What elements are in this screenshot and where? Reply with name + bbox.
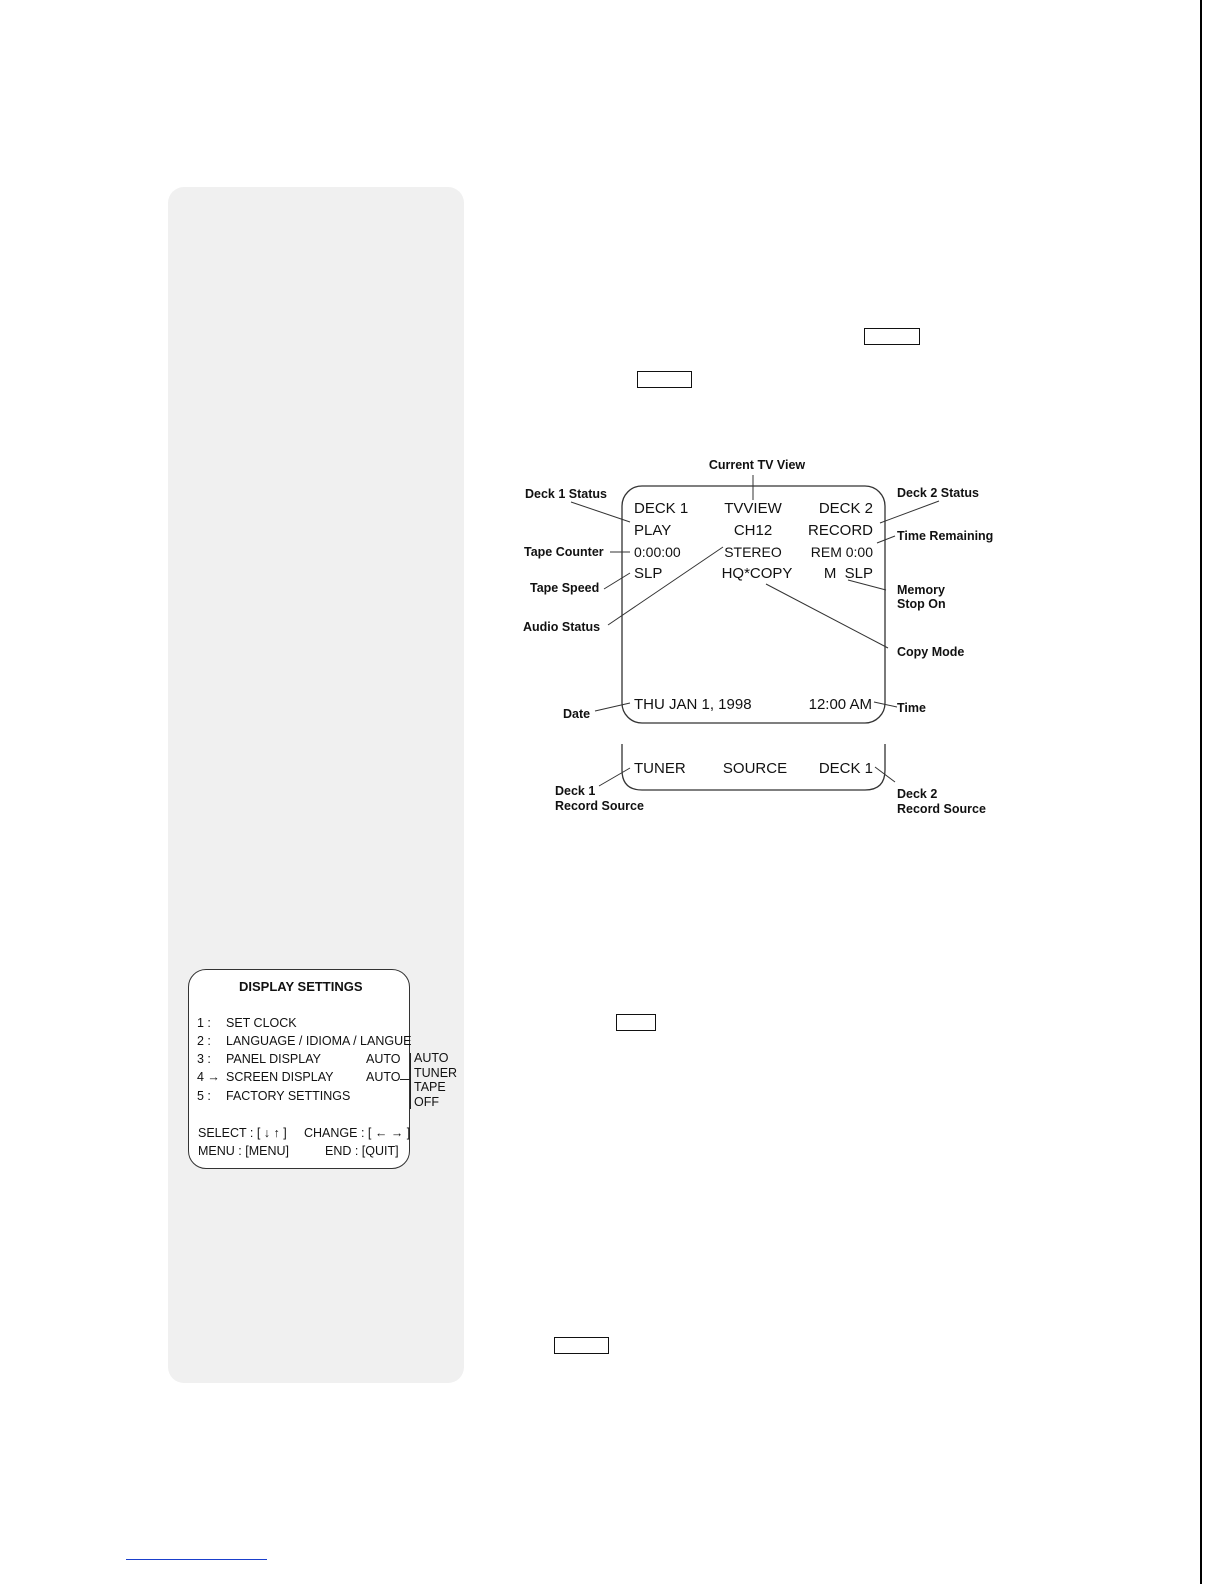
label-deck1-status: Deck 1 Status xyxy=(525,487,607,501)
menu-hint-menu: MENU : [MENU] xyxy=(198,1144,289,1158)
screen-display-options xyxy=(414,1051,457,1109)
screen-memory-speed2: M SLP xyxy=(823,565,873,582)
screen-copy: HQ*COPY xyxy=(721,565,793,582)
label-deck2-record-source-2: Record Source xyxy=(897,802,986,816)
source-deck1: DECK 1 xyxy=(818,760,873,777)
screen-record: RECORD xyxy=(807,522,873,539)
menu-hint-change: CHANGE : [ ← → ] xyxy=(304,1126,411,1140)
menu-item-set-clock[interactable]: SET CLOCK xyxy=(226,1016,297,1030)
label-stop-on: Stop On xyxy=(897,597,946,611)
label-time: Time xyxy=(897,701,926,715)
menu-item-panel-display[interactable]: PANEL DISPLAY xyxy=(226,1052,321,1066)
label-current-tv-view: Current TV View xyxy=(708,458,806,472)
label-deck1-record-source-2: Record Source xyxy=(555,799,644,813)
footer-link-line xyxy=(126,1559,267,1560)
label-deck1-record-source: Deck 1 xyxy=(555,784,596,798)
screen-date: THU JAN 1, 1998 xyxy=(634,696,752,713)
menu-item-num: 1 : xyxy=(197,1016,211,1030)
menu-hint-end: END : [QUIT] xyxy=(325,1144,399,1158)
menu-item-factory-settings[interactable]: FACTORY SETTINGS xyxy=(226,1089,351,1103)
option-off: OFF xyxy=(414,1094,439,1109)
menu-item-num: 3 : xyxy=(197,1052,211,1066)
label-memory: Memory xyxy=(897,583,945,597)
label-deck2-status: Deck 2 Status xyxy=(897,486,979,500)
label-date: Date xyxy=(563,707,591,721)
menu-value-panel-display: AUTO xyxy=(366,1052,401,1066)
source-tuner: TUNER xyxy=(634,760,686,777)
screen-audio: STEREO xyxy=(724,544,782,560)
screen-play: PLAY xyxy=(634,522,672,539)
menu-item-num: 5 : xyxy=(197,1089,211,1103)
option-tape: TAPE xyxy=(414,1080,446,1094)
screen-counter: 0:00:00 xyxy=(634,544,681,560)
label-audio-status: Audio Status xyxy=(523,620,601,634)
label-time-remaining: Time Remaining xyxy=(897,529,994,543)
screen-speed1: SLP xyxy=(634,565,663,582)
screen-remaining: REM 0:00 xyxy=(810,544,873,560)
option-bracket xyxy=(410,1053,411,1109)
option-connector xyxy=(400,1079,410,1080)
label-copy-mode: Copy Mode xyxy=(897,645,965,659)
menu-item-screen-display[interactable]: SCREEN DISPLAY xyxy=(226,1070,334,1084)
label-tape-speed: Tape Speed xyxy=(530,581,600,595)
screen-deck2: DECK 2 xyxy=(818,500,873,517)
menu-title: DISPLAY SETTINGS xyxy=(239,979,363,994)
screen-tvview: TVVIEW xyxy=(724,500,782,517)
label-tape-counter: Tape Counter xyxy=(524,545,604,559)
menu-hint-select: SELECT : [ ↓ ↑ ] xyxy=(198,1126,287,1140)
menu-item-language[interactable]: LANGUAGE / IDIOMA / LANGUE xyxy=(226,1034,412,1048)
label-deck2-record-source: Deck 2 xyxy=(897,787,938,801)
menu-item-num-selected: 4 → xyxy=(197,1070,220,1084)
source-source: SOURCE xyxy=(722,760,788,777)
screen-deck1: DECK 1 xyxy=(634,500,689,517)
option-tuner: TUNER xyxy=(414,1065,458,1080)
menu-item-num: 2 : xyxy=(197,1034,211,1048)
screen-channel: CH12 xyxy=(733,522,773,539)
option-auto: AUTO xyxy=(414,1051,449,1065)
screen-time: 12:00 AM xyxy=(808,696,872,713)
menu-value-screen-display: AUTO xyxy=(366,1070,401,1084)
